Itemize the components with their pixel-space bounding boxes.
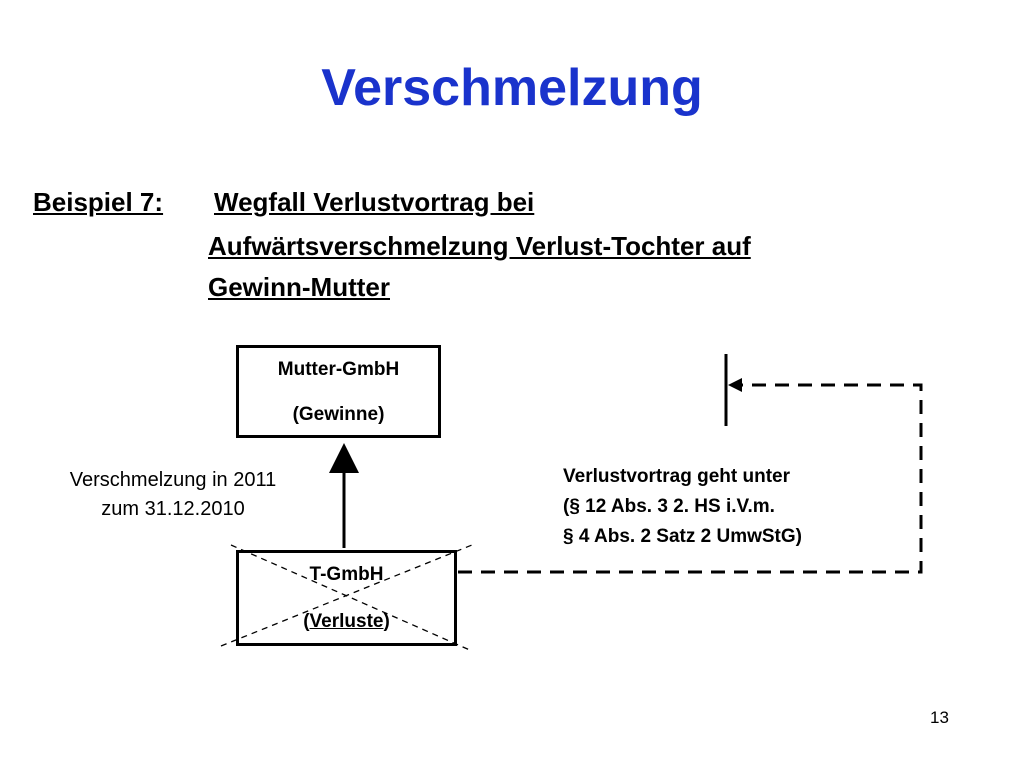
mother-company-status: (Gewinne) — [292, 404, 385, 425]
example-line-1: Wegfall Verlustvortrag bei — [214, 187, 535, 217]
loss-carryforward-note — [563, 462, 802, 552]
slide-title: Verschmelzung — [321, 59, 703, 117]
example-line-2: Aufwärtsverschmelzung Verlust-Tochter auf — [208, 231, 751, 261]
merger-note-line-1: Verschmelzung in 2011 — [69, 469, 277, 491]
example-label: Beispiel 7: — [33, 187, 164, 217]
loss-note-line-2: (§ 12 Abs. 3 2. HS i.V.m. — [563, 496, 775, 517]
merger-note-line-2: zum 31.12.2010 — [101, 498, 245, 520]
mother-company-name: Mutter-GmbH — [277, 359, 400, 380]
example-line-3: Gewinn-Mutter — [208, 272, 390, 302]
merger-note — [28, 466, 318, 524]
daughter-company-name: T-GmbH — [309, 564, 384, 585]
page-number: 13 — [930, 708, 949, 727]
loss-note-line-1: Verlustvortrag geht unter — [563, 466, 790, 487]
daughter-company-status: (Verluste) — [303, 611, 390, 632]
loss-note-line-3: § 4 Abs. 2 Satz 2 UmwStG) — [563, 526, 802, 547]
